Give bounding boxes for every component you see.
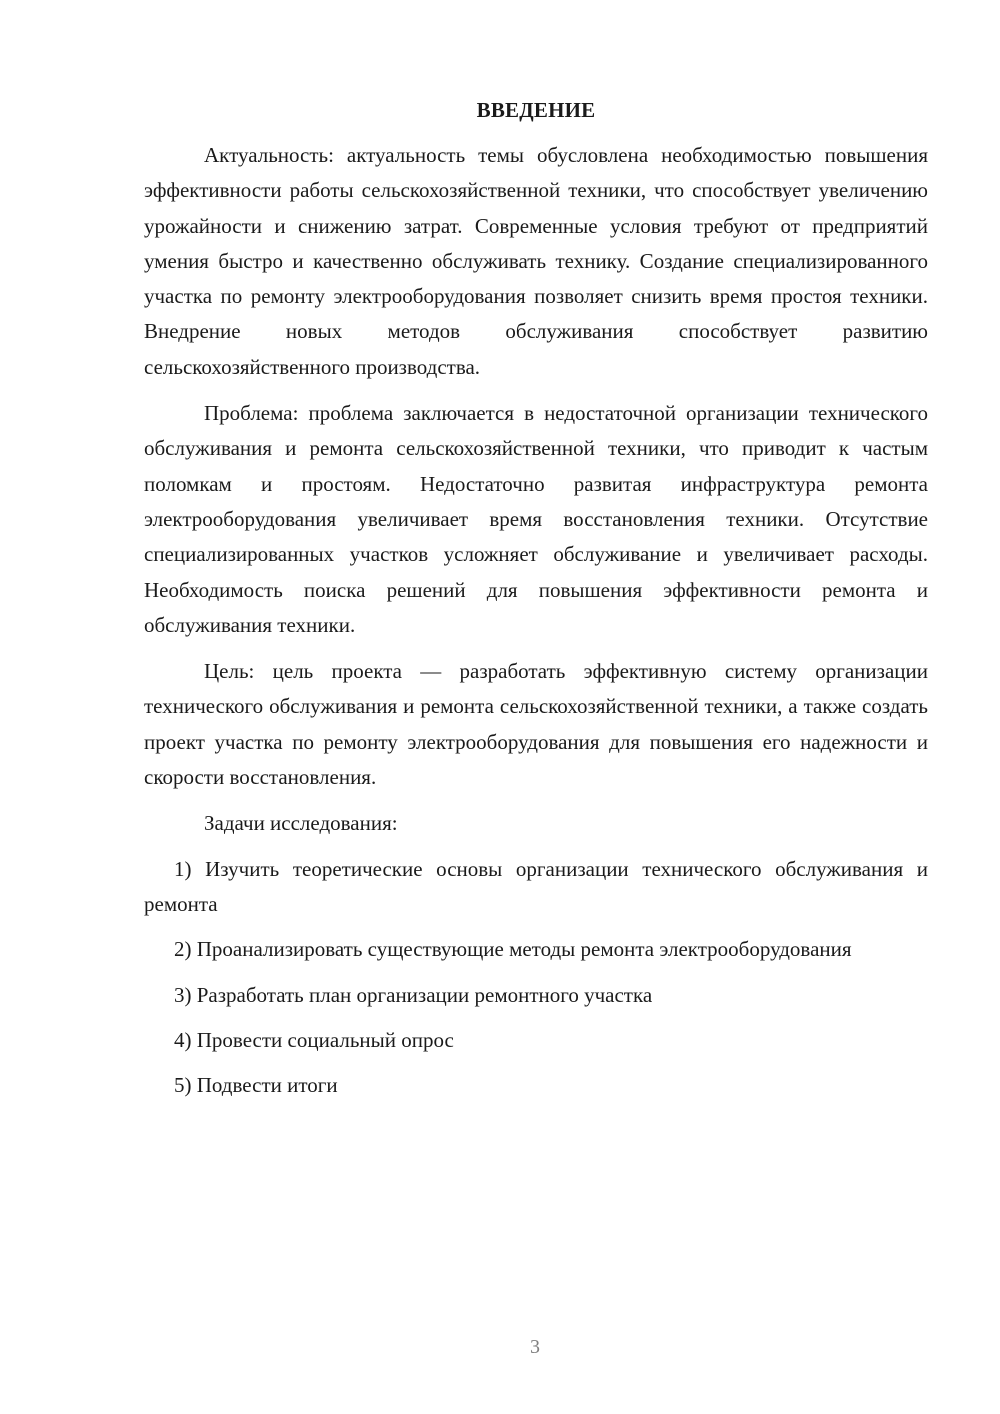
page-number: 3 [530,1336,540,1358]
section-heading: ВВЕДЕНИЕ [476,98,596,122]
task-item: 1) Изучить теоретические основы организации технического обслуживания и ремонта [144,856,928,916]
tasks-title: Задачи исследования: [204,811,398,836]
problem-paragraph: Проблема: проблема заключается в недостаточной организации технического обслуживания и ремонта сельскохозяйственной техники, что приводит к частым поломкам и простоям. Недостаточно развитая инфраструктура ремонта электрооборудования увеличивает время восстановления техники. Отсутствие специализированных участков усложняет обслуживание и увеличивает расходы. Необходимость поиска решений для повышения эффективности ремонта и обслуживания техники. [144,401,928,637]
page-content [144,94,928,1113]
task-item: 5) Подвести итоги [174,1073,338,1098]
task-item: 2) Проанализировать существующие методы ремонта электрооборудования [174,937,852,962]
task-item: 4) Провести социальный опрос [174,1027,454,1052]
task-item: 3) Разработать план организации ремонтного участка [174,982,653,1007]
relevance-paragraph: Актуальность: актуальность темы обусловлена необходимостью повышения эффективности работы сельскохозяйственной техники, что способствует увеличению урожайности и снижению затрат. Современные условия требуют от предприятий умения быстро и качественно обслуживать технику. Создание специализированного участка по ремонту электрооборудования позволяет снизить время простоя техники. Внедрение новых методов обслуживания способствует развитию сельскохозяйственного производства. [144,143,928,379]
goal-paragraph: Цель: цель проекта — разработать эффективную систему организации технического обслуживания и ремонта сельскохозяйственной техники, а также создать проект участка по ремонту электрооборудования для повышения его надежности и скорости восстановления. [144,659,928,790]
